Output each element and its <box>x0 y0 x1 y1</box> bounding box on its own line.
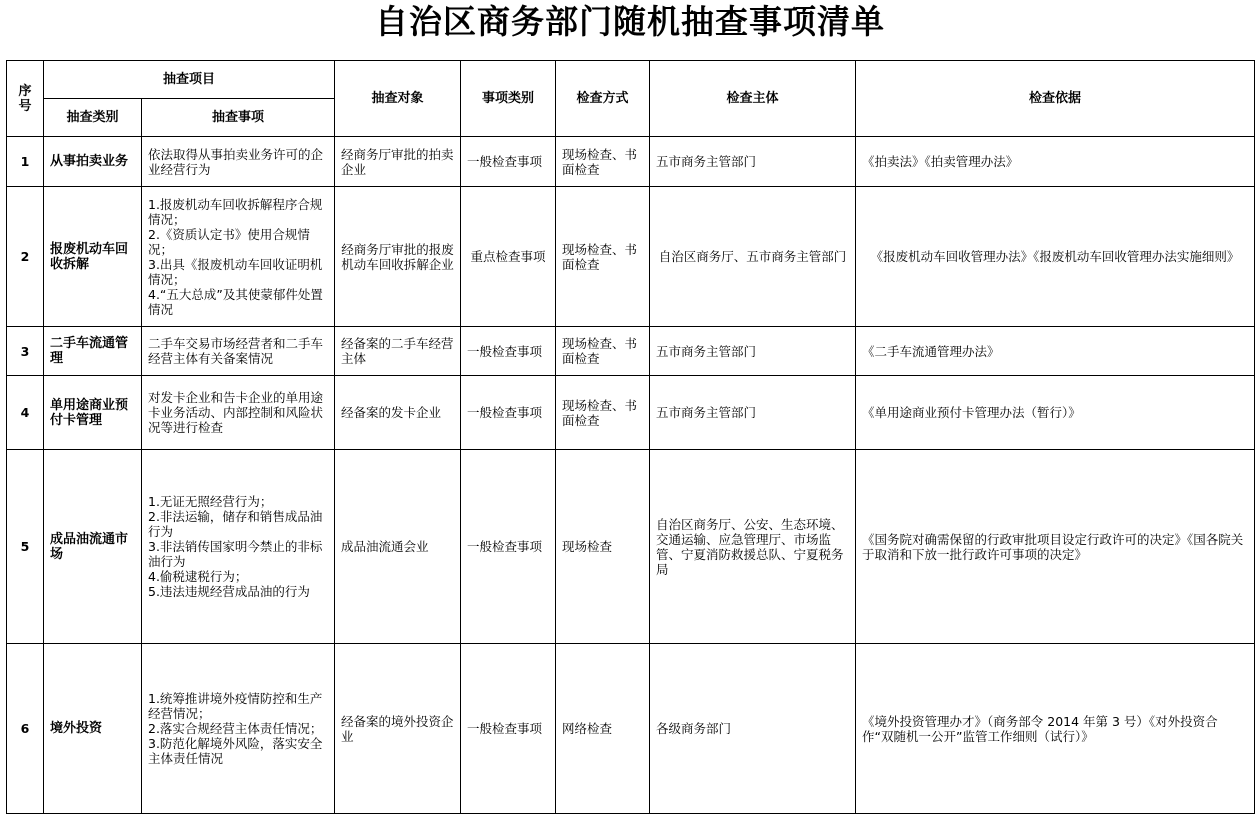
row-number: 2 <box>7 187 44 327</box>
row-target: 经备案的境外投资企业 <box>335 644 461 814</box>
row-item <box>142 137 335 187</box>
row-subject: 五市商务主管部门 <box>650 376 856 450</box>
row-basis: 《境外投资管理办才》（商务部令 2014 年第 3 号）《对外投资合作“双随机一公开”监管工作细则（试行）》 <box>856 644 1255 814</box>
row-number: 1 <box>7 137 44 187</box>
row-item <box>142 187 335 327</box>
row-type: 一般检查事项 <box>461 137 556 187</box>
row-basis: 《二手车流通管理办法》 <box>856 327 1255 376</box>
table-row <box>7 644 1255 814</box>
row-method: 现场检查、书面检查 <box>556 376 650 450</box>
row-target: 成品油流通会业 <box>335 450 461 644</box>
row-method: 现场检查、书面检查 <box>556 137 650 187</box>
row-method: 现场检查、书面检查 <box>556 187 650 327</box>
row-method: 现场检查 <box>556 450 650 644</box>
item-line: 对发卡企业和告卡企业的单用途卡业务活动、内部控制和风险状况等进行检查 <box>148 390 324 435</box>
row-subject: 五市商务主管部门 <box>650 137 856 187</box>
header-seq: 序号 <box>7 61 44 137</box>
item-line: 2.《资质认定书》使用合规情况； <box>148 226 310 257</box>
table-row <box>7 137 1255 187</box>
header-item: 抽查事项 <box>142 99 335 137</box>
row-subject: 自治区商务厅、五市商务主管部门 <box>650 187 856 327</box>
item-line: 2.落实合规经营主体责任情况； <box>148 721 323 736</box>
row-basis: 《单用途商业预付卡管理办法（暂行）》 <box>856 376 1255 450</box>
table-row <box>7 327 1255 376</box>
table-row <box>7 450 1255 644</box>
item-line: 4.偷税逮税行为； <box>148 569 248 584</box>
row-subject: 自治区商务厅、公安、生态环境、交通运输、应急管理厅、市场监管、宁夏消防救援总队、宁夏税务局 <box>650 450 856 644</box>
table-row <box>7 376 1255 450</box>
item-line: 3.防范化解境外风险，落实安全 <box>148 736 323 751</box>
row-type: 一般检查事项 <box>461 376 556 450</box>
row-type: 一般检查事项 <box>461 450 556 644</box>
item-line: 4.“五大总成”及其使蒙郁件处置情况 <box>148 286 323 317</box>
row-target: 经商务厅审批的拍卖企业 <box>335 137 461 187</box>
header-category: 抽查类别 <box>44 99 142 137</box>
row-method: 网络检查 <box>556 644 650 814</box>
row-target: 经商务厅审批的报废机动车回收拆解企业 <box>335 187 461 327</box>
header-type: 事项类别 <box>461 61 556 137</box>
header-target: 抽查对象 <box>335 61 461 137</box>
row-number: 5 <box>7 450 44 644</box>
item-line: 1.统筹推讲境外疫情防控和生产经营情况； <box>148 691 323 721</box>
item-line: 依法取得从事拍卖业务许可的企业经营行为 <box>148 146 324 177</box>
table-row <box>7 187 1255 327</box>
row-subject: 五市商务主管部门 <box>650 327 856 376</box>
item-line: 5.违法违规经营成品油的行为 <box>148 584 310 599</box>
inspection-table <box>6 60 1255 814</box>
row-category: 成品油流通市场 <box>44 450 142 644</box>
row-subject: 各级商务部门 <box>650 644 856 814</box>
item-line: 2.非法运输，储存和销售成品油行为 <box>148 509 323 539</box>
row-type: 一般检查事项 <box>461 644 556 814</box>
row-target: 经备案的发卡企业 <box>335 376 461 450</box>
row-number: 3 <box>7 327 44 376</box>
row-basis: 《国务院对确需保留的行政审批项目设定行政许可的决定》《国各院关于取消和下放一批行政许可事项的决定》 <box>856 450 1255 644</box>
row-category: 二手车流通管理 <box>44 327 142 376</box>
item-line: 二手车交易市场经营者和二手车经营主体有关备案情况 <box>148 336 324 366</box>
item-line: 3.出具《报废机动车回收证明机情况； <box>148 256 323 287</box>
item-line: 3.非法销传国家明今禁止的非标油行为 <box>148 539 323 569</box>
row-category: 从事拍卖业务 <box>44 137 142 187</box>
item-line: 1.报废机动车回收拆解程序合规情况； <box>148 196 323 227</box>
header-project: 抽查项目 <box>44 61 335 99</box>
header-subject: 检查主体 <box>650 61 856 137</box>
row-type: 一般检查事项 <box>461 327 556 376</box>
row-basis: 《报废机动车回收管理办法》《报废机动车回收管理办法实施细则》 <box>856 187 1255 327</box>
row-category: 单用途商业预付卡管理 <box>44 376 142 450</box>
page-title: 自治区商务部门随机抽查事项清单 <box>375 2 885 41</box>
item-line: 1.无证无照经营行为； <box>148 494 273 509</box>
row-item <box>142 327 335 376</box>
row-item <box>142 644 335 814</box>
row-target: 经备案的二手车经营主体 <box>335 327 461 376</box>
header-basis: 检查依据 <box>856 61 1255 137</box>
header-method: 检查方式 <box>556 61 650 137</box>
row-type: 重点检查事项 <box>461 187 556 327</box>
row-number: 6 <box>7 644 44 814</box>
row-item <box>142 450 335 644</box>
item-line: 主体责任情况 <box>148 751 224 766</box>
row-item <box>142 376 335 450</box>
row-basis: 《拍卖法》《拍卖管理办法》 <box>856 137 1255 187</box>
row-category: 报废机动车回收拆解 <box>44 187 142 327</box>
row-number: 4 <box>7 376 44 450</box>
row-category: 境外投资 <box>44 644 142 814</box>
row-method: 现场检查、书面检查 <box>556 327 650 376</box>
